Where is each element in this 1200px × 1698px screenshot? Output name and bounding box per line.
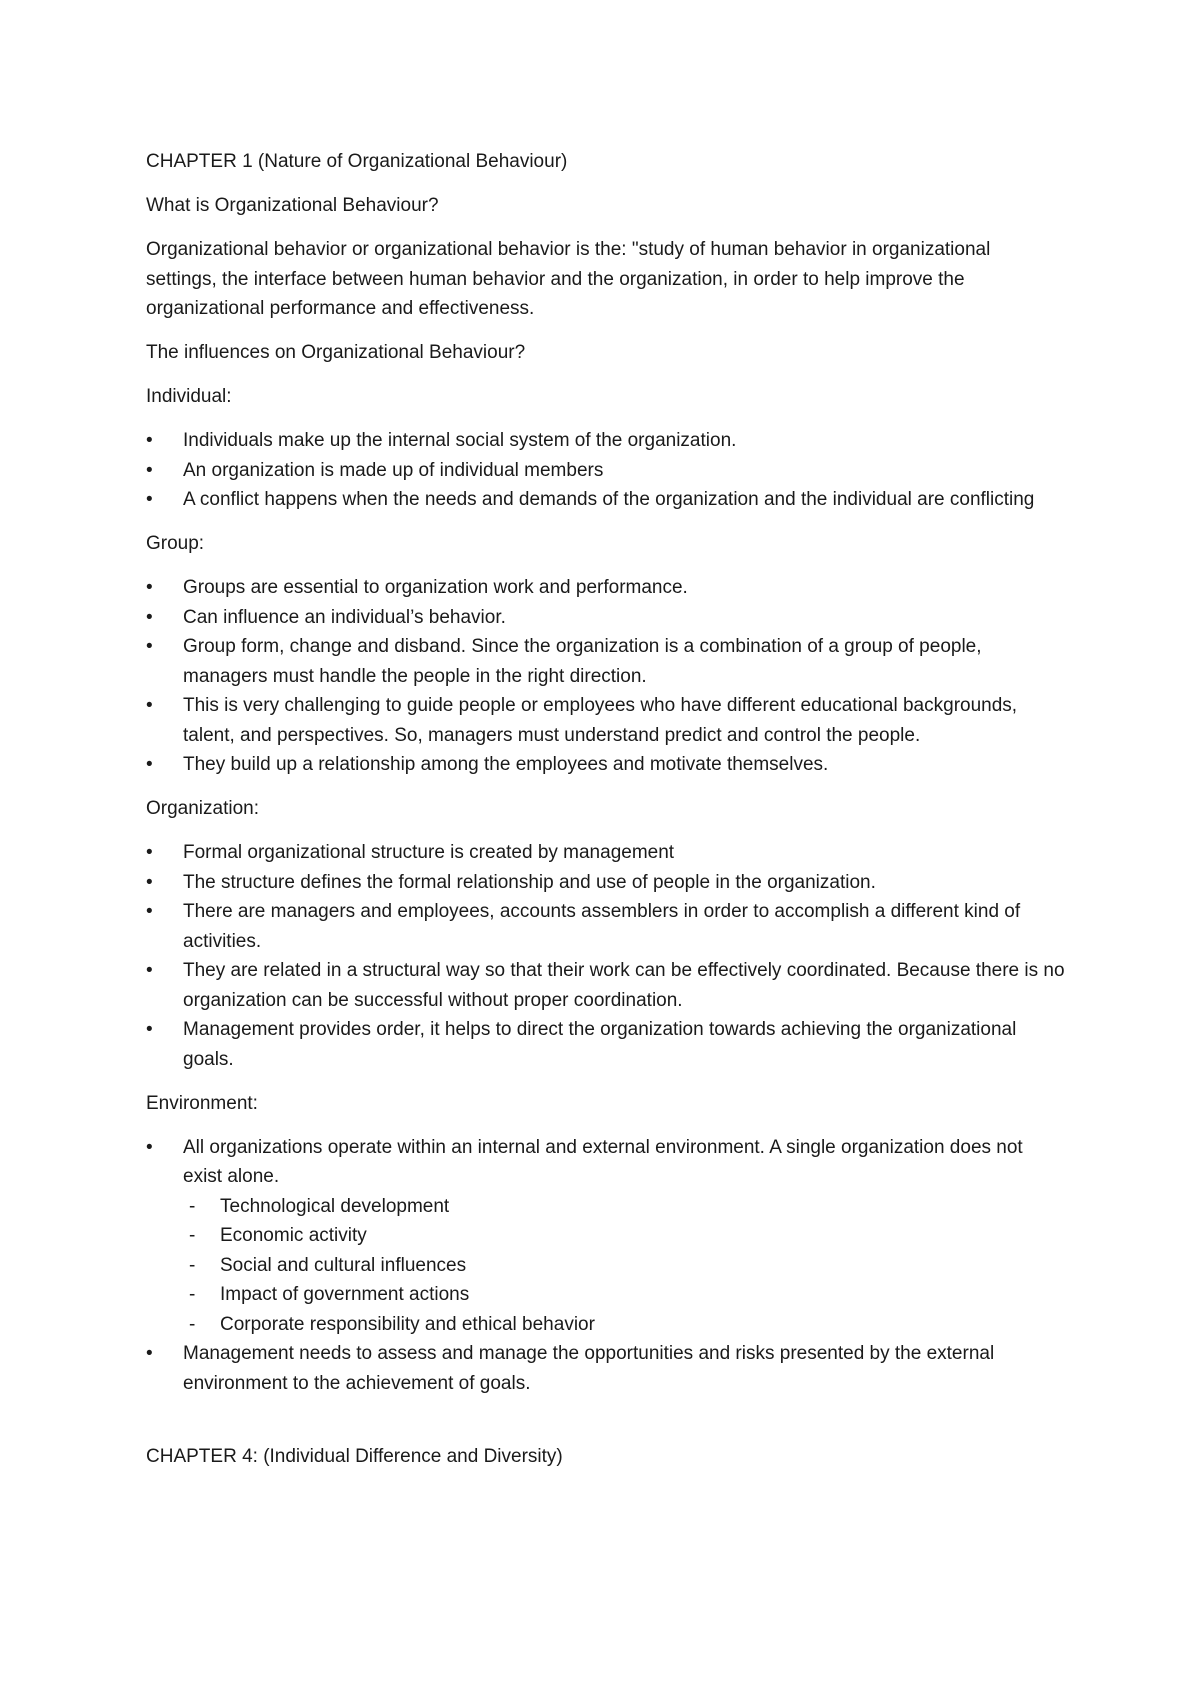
list-item: • Management provides order, it helps to direct the organization towards achieving the organizational goals.: [146, 1015, 1066, 1074]
individual-list: [146, 426, 1066, 515]
list-item: • They are related in a structural way so that their work can be effectively coordinated. Because there is no organization can be successful without proper coordination.: [146, 956, 1066, 1015]
organization-list: [146, 838, 1066, 1074]
ob-question: What is Organizational Behaviour?: [146, 195, 439, 216]
list-item: • Individuals make up the internal social system of the organization.: [146, 426, 1066, 456]
chapter-1-title: CHAPTER 1 (Nature of Organizational Behaviour): [146, 151, 568, 172]
list-item: • There are managers and employees, accounts assemblers in order to accomplish a different kind of activities.: [146, 897, 1066, 956]
list-item: • A conflict happens when the needs and demands of the organization and the individual are conflicting: [146, 485, 1066, 515]
influences-heading: The influences on Organizational Behaviour?: [146, 342, 526, 363]
sub-list-item: - Corporate responsibility and ethical behavior: [183, 1310, 1066, 1340]
list-item: • This is very challenging to guide people or employees who have different educational backgrounds, talent, and perspectives. So, managers must understand predict and control the people.: [146, 691, 1066, 750]
list-item: • Group form, change and disband. Since the organization is a combination of a group of people, managers must handle the people in the right direction.: [146, 632, 1066, 691]
group-list: [146, 573, 1066, 780]
group-heading: Group:: [146, 533, 205, 554]
list-item: [146, 1133, 1066, 1340]
list-item: • The structure defines the formal relationship and use of people in the organization.: [146, 868, 1066, 898]
sub-list-item: - Social and cultural influences: [183, 1251, 1066, 1281]
environment-item-text: All organizations operate within an internal and external environment. A single organization does not exist alone.: [183, 1136, 1023, 1187]
sub-list-item: - Technological development: [183, 1192, 1066, 1222]
environment-sub-list: [183, 1192, 1066, 1340]
list-item: • Management needs to assess and manage the opportunities and risks presented by the external environment to the achievement of goals.: [146, 1339, 1066, 1398]
environment-list: [146, 1133, 1066, 1399]
document-content: [146, 147, 1066, 1486]
list-item: • An organization is made up of individual members: [146, 456, 1066, 486]
individual-heading: Individual:: [146, 386, 232, 407]
organization-heading: Organization:: [146, 798, 260, 819]
list-item: • Can influence an individual’s behavior.: [146, 603, 1066, 633]
sub-list-item: - Economic activity: [183, 1221, 1066, 1251]
environment-heading: Environment:: [146, 1092, 258, 1114]
chapter-4-title: CHAPTER 4: (Individual Difference and Diversity): [146, 1446, 563, 1467]
list-item: • Groups are essential to organization work and performance.: [146, 573, 1066, 603]
sub-list-item: - Impact of government actions: [183, 1280, 1066, 1310]
list-item: • Formal organizational structure is created by management: [146, 838, 1066, 868]
ob-definition: Organizational behavior or organizational behavior is the: "study of human behavior in organizational settings, the interface between human behavior and the organization, in order to help improve the organizational performance and effectiveness.: [146, 239, 991, 319]
list-item: • They build up a relationship among the employees and motivate themselves.: [146, 750, 1066, 780]
